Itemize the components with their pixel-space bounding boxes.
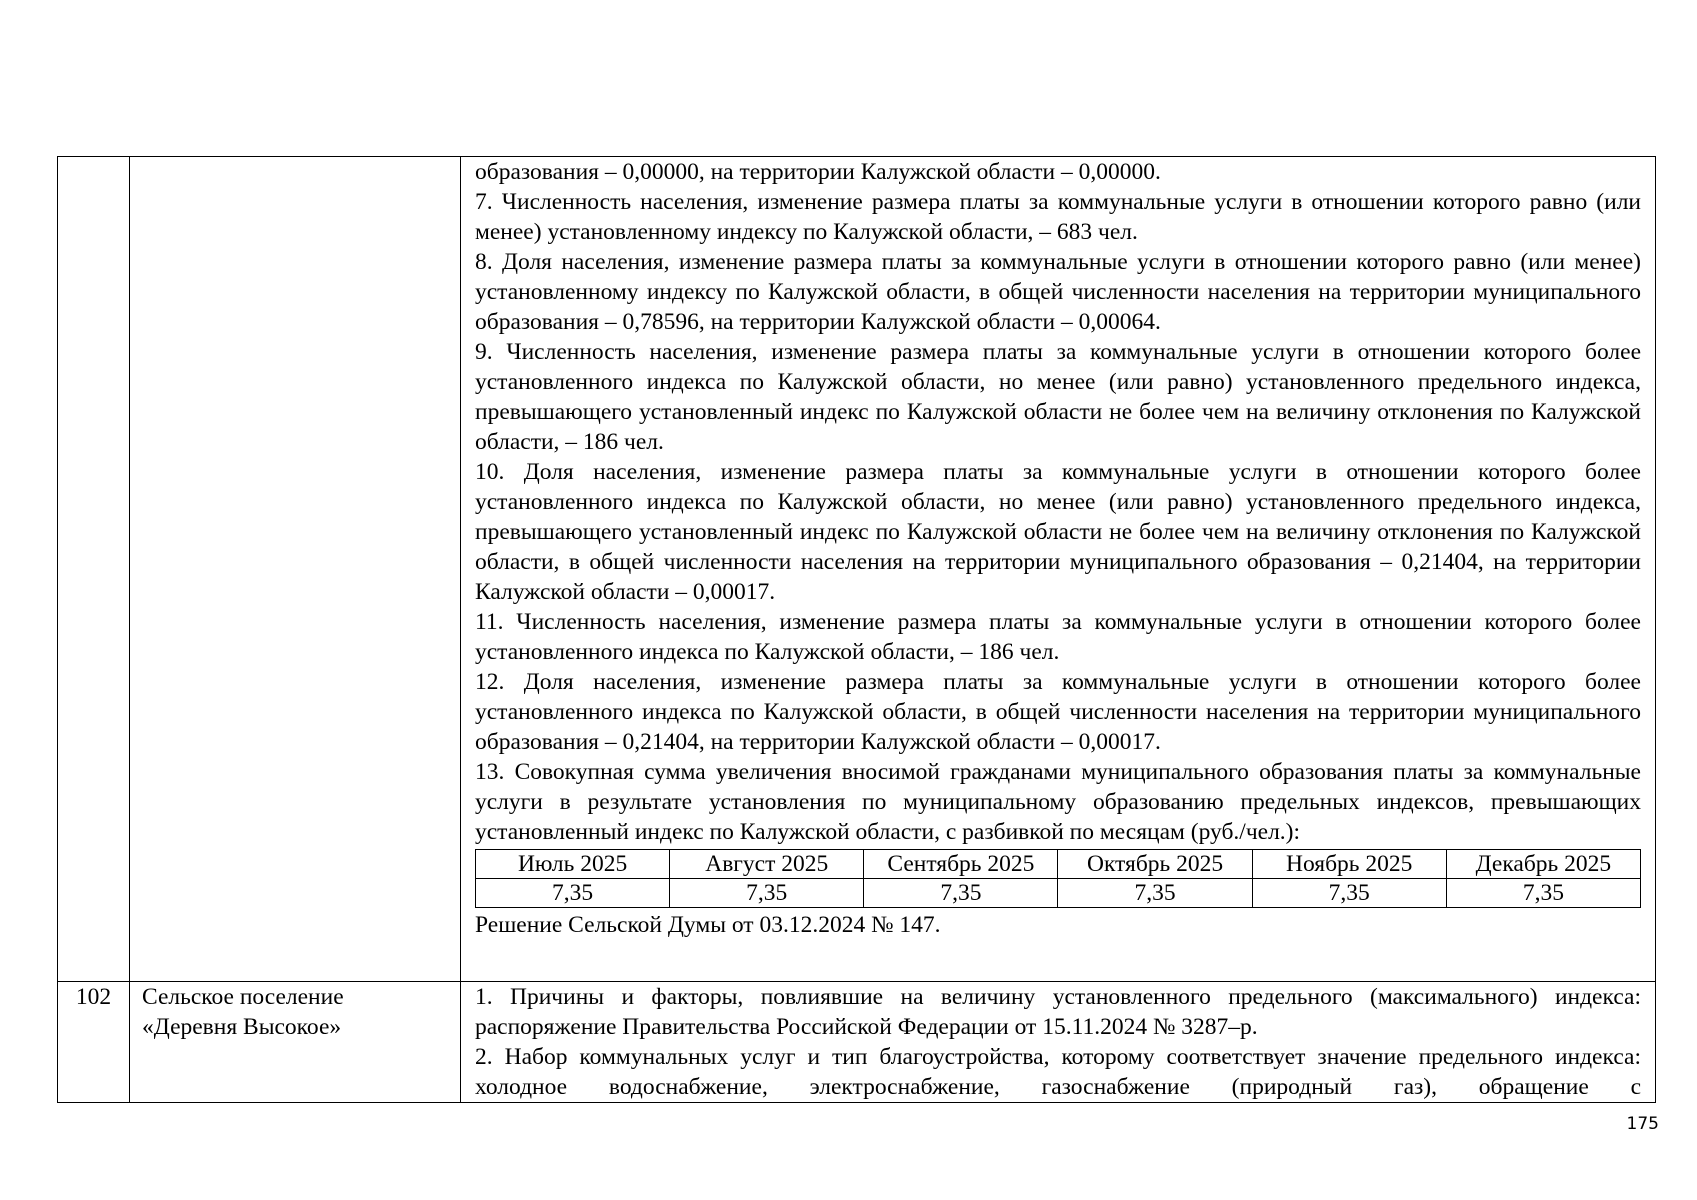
monthly-increase-table: [475, 849, 1641, 908]
month-value-row: [476, 879, 1641, 908]
paragraph-12: 12. Доля населения, изменение размера платы за коммунальные услуги в отношении которого более установленного индекса по Калужской области, в общей численности населения на территории муниципального образования – 0,21404, на территории Калужской области – 0,00017.: [475, 669, 1641, 755]
value-cell: 7,35: [1252, 879, 1446, 908]
table-row-continued: [58, 157, 1656, 982]
paragraph-10: 10. Доля населения, изменение размера платы за коммунальные услуги в отношении которого более установленного индекса по Калужской области, но менее (или равно) установленного предельного индекса, превышающего установленный индекс по Калужской области не более чем на величину отклонения по Калужской области, в общей численности населения на территории муниципального образования – 0,21404, на территории Калужской области – 0,00017.: [475, 459, 1641, 605]
row-number: 102: [58, 982, 130, 1103]
row-content-cell: [461, 157, 1656, 982]
paragraph-11: 11. Численность населения, изменение размера платы за коммунальные услуги в отношении которого более установленного индекса по Калужской области, – 186 чел.: [475, 609, 1641, 665]
paragraph-13: 13. Совокупная сумма увеличения вносимой гражданами муниципального образования платы за коммунальные услуги в результате установления по муниципальному образованию предельных индексов, превышающих установленный индекс по Калужской области, с разбивкой по месяцам (руб./чел.):: [475, 759, 1641, 845]
month-cell: Август 2025: [670, 850, 864, 879]
paragraph-7: 7. Численность населения, изменение размера платы за коммунальные услуги в отношении которого равно (или менее) установленному индексу по Калужской области, – 683 чел.: [475, 189, 1641, 245]
paragraph-2: 2. Набор коммунальных услуг и тип благоустройства, которому соответствует значение предельного индекса: холодное водоснабжение, электроснабжение, газоснабжение (природный газ), обращение с: [475, 1044, 1641, 1100]
paragraph-9: 9. Численность населения, изменение размера платы за коммунальные услуги в отношении которого более установленного индекса по Калужской области, но менее (или равно) установленного предельного индекса, превышающего установленный индекс по Калужской области не более чем на величину отклонения по Калужской области, – 186 чел.: [475, 339, 1641, 455]
main-table: [57, 156, 1656, 1103]
month-cell: Декабрь 2025: [1446, 850, 1640, 879]
settlement-name-line1: Сельское поселение: [142, 984, 344, 1010]
row-name-cell: [130, 982, 461, 1103]
page-number: 175: [1626, 1114, 1659, 1134]
month-cell: Сентябрь 2025: [864, 850, 1058, 879]
settlement-name-line2: «Деревня Высокое»: [142, 1014, 342, 1040]
row-number-cell-empty: [58, 157, 130, 982]
paragraph-8: 8. Доля населения, изменение размера платы за коммунальные услуги в отношении которого равно (или менее) установленному индексу по Калужской области, в общей численности населения на территории муниципального образования – 0,78596, на территории Калужской области – 0,00064.: [475, 249, 1641, 335]
paragraph-continued: образования – 0,00000, на территории Калужской области – 0,00000.: [475, 159, 1161, 185]
month-cell: Октябрь 2025: [1058, 850, 1252, 879]
month-cell: Ноябрь 2025: [1252, 850, 1446, 879]
value-cell: 7,35: [1446, 879, 1640, 908]
row-102-content: [475, 982, 1641, 1100]
month-header-row: [476, 850, 1641, 879]
value-cell: 7,35: [670, 879, 864, 908]
decision-text: Решение Сельской Думы от 03.12.2024 № 147.: [475, 912, 941, 938]
paragraph-1: 1. Причины и факторы, повлиявшие на величину установленного предельного (максимального) индекса: распоряжение Правительства Российской Федерации от 15.11.2024 № 3287–р.: [475, 984, 1641, 1040]
value-cell: 7,35: [1058, 879, 1252, 908]
table-row-102: [58, 982, 1656, 1103]
row-name-cell-empty: [130, 157, 461, 982]
row-102-content-cell: [461, 982, 1656, 1103]
value-cell: 7,35: [476, 879, 670, 908]
value-cell: 7,35: [864, 879, 1058, 908]
month-cell: Июль 2025: [476, 850, 670, 879]
